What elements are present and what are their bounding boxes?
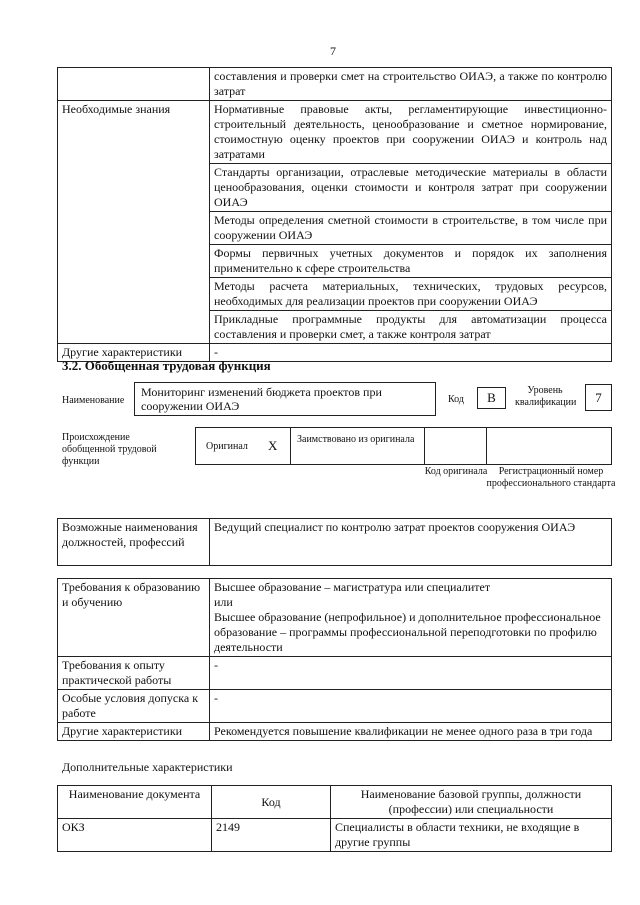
reg-number-cell — [486, 427, 612, 465]
original-mark: X — [268, 438, 278, 453]
knowledge-label: Необходимые знания — [58, 101, 210, 344]
level-label: Уровень квалификации — [515, 385, 577, 408]
knowledge-item: Методы расчета материальных, технических, трудовых ресурсов, необходимых для реализации проектов при сооружении ОИАЭ — [210, 278, 612, 311]
knowledge-item: Формы первичных учетных документов и порядок их заполнения применительно к сфере строительства — [210, 245, 612, 278]
code-original-cell — [424, 427, 487, 465]
row-document: ОКЗ — [58, 819, 212, 852]
education-label: Требования к образованию и обучению — [58, 579, 210, 657]
origin-label: Происхождение обобщенной трудовой функции — [62, 432, 157, 467]
function-name-box — [134, 382, 436, 416]
conditions-label: Особые условия допуска к работе — [58, 690, 210, 723]
header-document: Наименование документа — [58, 786, 212, 819]
other-characteristics-value: - — [210, 344, 612, 362]
other-characteristics-label: Другие характеристики — [58, 344, 210, 362]
function-name: Мониторинг изменений бюджета проектов при сооружении ОИАЭ — [141, 385, 382, 413]
positions-value: Ведущий специалист по контролю затрат проектов сооружения ОИАЭ — [210, 519, 612, 566]
knowledge-item: Нормативные правовые акты, регламентирующие инвестиционно-строительный деятельность, ценообразование и сметное нормирование, стоимостную оценку проектов при сооружении ОИАЭ и контроль над затратами — [210, 101, 612, 164]
original-cell — [195, 427, 291, 465]
table-row — [58, 819, 612, 852]
page-number: 7 — [330, 44, 336, 58]
experience-value: - — [210, 657, 612, 690]
empty-cell — [58, 68, 210, 101]
table-header-row — [58, 786, 612, 819]
name-label: Наименование — [62, 395, 125, 406]
continued-text: составления и проверки смет на строительство ОИАЭ, а также по контролю затрат — [210, 68, 612, 101]
borrowed-cell — [290, 427, 425, 465]
positions-table — [57, 518, 612, 566]
original-label: Оригинал — [206, 441, 248, 452]
table-row — [58, 579, 612, 657]
header-group: Наименование базовой группы, должности (профессии) или специальности — [331, 786, 612, 819]
table-row — [58, 68, 612, 101]
knowledge-item: Стандарты организации, отраслевые методические материалы в области ценообразования, оценки стоимости и контроля затрат при сооружении ОИАЭ — [210, 164, 612, 212]
row-group: Специалисты в области техники, не входящие в другие группы — [331, 819, 612, 852]
requirements-table — [57, 578, 612, 741]
borrowed-label: Заимствовано из оригинала — [297, 434, 415, 445]
row-code: 2149 — [212, 819, 331, 852]
code-label: Код — [448, 394, 464, 405]
table-row — [58, 101, 612, 164]
table-row — [58, 519, 612, 566]
code-original-label: Код оригинала — [424, 466, 488, 477]
conditions-value: - — [210, 690, 612, 723]
education-line: Высшее образование – магистратура или специалитет — [214, 580, 491, 594]
header-code: Код — [212, 786, 331, 819]
section-title: 3.2. Обобщенная трудовая функция — [62, 358, 271, 373]
education-line: или — [214, 595, 233, 609]
additional-table — [57, 785, 612, 852]
knowledge-item: Методы определения сметной стоимости в строительстве, в том числе при сооружении ОИАЭ — [210, 212, 612, 245]
experience-label: Требования к опыту практической работы — [58, 657, 210, 690]
education-value — [210, 579, 612, 657]
level-value: 7 — [585, 384, 612, 411]
positions-label: Возможные наименования должностей, профессий — [58, 519, 210, 566]
table-row — [58, 723, 612, 741]
knowledge-item: Прикладные программные продукты для автоматизации процесса составления и проверки смет, а также контроля затрат — [210, 311, 612, 344]
education-line: Высшее образование (непрофильное) и дополнительное профессиональное образование – программы профессиональной переподготовки по профилю деятельности — [214, 610, 601, 654]
other-value: Рекомендуется повышение квалификации не менее одного раза в три года — [210, 723, 612, 741]
other-label: Другие характеристики — [58, 723, 210, 741]
knowledge-table — [57, 67, 612, 362]
table-row — [58, 657, 612, 690]
table-row — [58, 690, 612, 723]
code-value: B — [477, 387, 506, 409]
additional-title: Дополнительные характеристики — [62, 760, 233, 774]
reg-number-label: Регистрационный номер профессионального стандарта — [486, 466, 616, 489]
